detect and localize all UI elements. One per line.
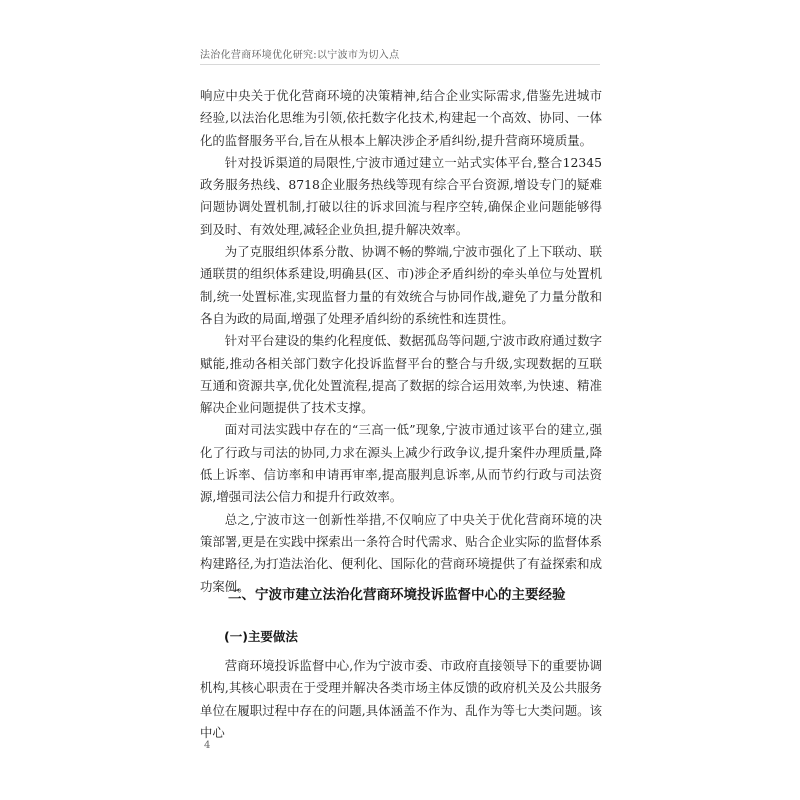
paragraph: 响应中央关于优化营商环境的决策精神,结合企业实际需求,借鉴先进城市经验,以法治化思维为引领,依托数字化技术,构建起一个高效、协同、一体化的监督服务平台,旨在从根本上解决涉企矛盾纠纷,提升营商环境质量。 [200,88,602,148]
paragraph: 针对投诉渠道的局限性,宁波市通过建立一站式实体平台,整合12345政务服务热线、8718企业服务热线等现有综合平台资源,增设专门的疑难问题协调处置机制,打破以往的诉求回流与程序空转,确保企业问题能够得到及时、有效处理,减轻企业负担,提升解决效率。 [200,154,602,237]
body-text-upper [200,85,602,598]
running-header: 法治化营商环境优化研究:以宁波市为切入点 [200,50,400,61]
paragraph: 面对司法实践中存在的“三高一低”现象,宁波市通过该平台的建立,强化了行政与司法的协同,力求在源头上减少行政争议,提升案件办理质量,降低上诉率、信访率和申请再审率,提高服判息诉率,从而节约行政与司法资源,增强司法公信力和提升行政效率。 [200,422,602,505]
paragraph: 针对平台建设的集约化程度低、数据孤岛等问题,宁波市政府通过数字赋能,推动各相关部门数字化投诉监督平台的整合与升级,实现数据的互联互通和资源共享,优化处置流程,提高了数据的综合运用效率,为快速、精准解决企业问题提供了技术支撑。 [200,333,602,416]
body-text-lower [200,655,602,744]
paragraph: 总之,宁波市这一创新性举措,不仅响应了中央关于优化营商环境的决策部署,更是在实践中探索出一条符合时代需求、贴合企业实际的监督体系构建路径,为打造法治化、便利化、国际化的营商环境提供了有益探索和成功案例。 [200,511,602,594]
header-divider [200,64,600,65]
subsection-heading: (一)主要做法 [224,629,298,644]
section-heading: 二、宁波市建立法治化营商环境投诉监督中心的主要经验 [228,587,566,603]
page-number: 4 [204,740,211,751]
paragraph: 为了克服组织体系分散、协调不畅的弊端,宁波市强化了上下联动、联通联贯的组织体系建设,明确县(区、市)涉企矛盾纠纷的牵头单位与处置机制,统一处置标准,实现监督力量的有效统合与协同作战,避免了力量分散和各自为政的局面,增强了处理矛盾纠纷的系统性和连贯性。 [200,244,602,326]
paragraph: 营商环境投诉监督中心,作为宁波市委、市政府直接领导下的重要协调机构,其核心职责在于受理并解决各类市场主体反馈的政府机关及公共服务单位在履职过程中存在的问题,具体涵盖不作为、乱作为等七大类问题。该中心 [200,658,602,740]
